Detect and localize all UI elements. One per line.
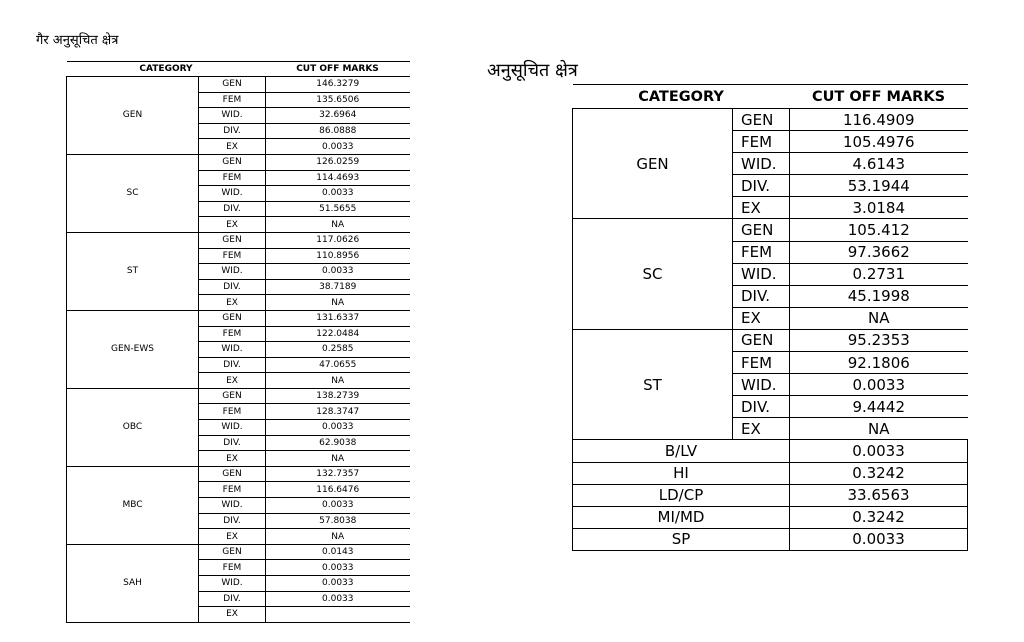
- cutoff-value-cell: 97.3662: [790, 241, 968, 263]
- subcategory-cell: GEN: [199, 310, 266, 326]
- subcategory-cell: FEM: [199, 170, 266, 186]
- cutoff-value-cell: NA: [266, 451, 410, 467]
- cutoff-value-cell: 110.8956: [266, 248, 410, 264]
- cutoff-value-cell: 86.0888: [266, 123, 410, 139]
- category-cell: GEN: [573, 109, 733, 219]
- subcategory-cell: FEM: [733, 241, 790, 263]
- cutoff-value-cell: 131.6337: [266, 310, 410, 326]
- category-cell: MBC: [67, 466, 199, 544]
- subcategory-cell: GEN: [199, 154, 266, 170]
- cutoff-value-cell: NA: [266, 295, 410, 311]
- cutoff-value-cell: 0.0033: [790, 528, 968, 550]
- scheduled-area-table-body: [573, 109, 968, 551]
- subcategory-cell: EX: [199, 607, 266, 623]
- subcategory-cell: EX: [199, 139, 266, 155]
- subcategory-cell: WID.: [199, 576, 266, 592]
- cutoff-value-cell: NA: [266, 373, 410, 389]
- table-row: [67, 154, 410, 170]
- cutoff-value-cell: 138.2739: [266, 388, 410, 404]
- cutoff-value-cell: NA: [266, 529, 410, 545]
- cutoff-value-cell: 126.0259: [266, 154, 410, 170]
- subcategory-cell: FEM: [733, 131, 790, 153]
- cutoff-value-cell: 47.0655: [266, 357, 410, 373]
- cutoff-value-cell: 105.412: [790, 219, 968, 241]
- table-row: [67, 232, 410, 248]
- cutoff-value-cell: 114.4693: [266, 170, 410, 186]
- category-header: CATEGORY: [573, 85, 790, 109]
- cutoff-value-cell: 4.6143: [790, 153, 968, 175]
- disability-category-cell: LD/CP: [573, 484, 790, 506]
- subcategory-cell: WID.: [199, 186, 266, 202]
- cutoff-value-cell: 0.0033: [266, 264, 410, 280]
- subcategory-cell: WID.: [733, 263, 790, 285]
- cutoff-value-cell: 92.1806: [790, 352, 968, 374]
- subcategory-cell: EX: [733, 418, 790, 440]
- table-row: [573, 219, 968, 241]
- subcategory-cell: WID.: [199, 264, 266, 280]
- subcategory-cell: EX: [199, 529, 266, 545]
- subcategory-cell: GEN: [199, 232, 266, 248]
- subcategory-cell: DIV.: [733, 285, 790, 307]
- subcategory-cell: DIV.: [199, 357, 266, 373]
- subcategory-cell: EX: [199, 451, 266, 467]
- subcategory-cell: WID.: [733, 374, 790, 396]
- cutoff-value-cell: 0.0033: [266, 420, 410, 436]
- cutoff-value-cell: 117.0626: [266, 232, 410, 248]
- category-cell: SC: [67, 154, 199, 232]
- cutoff-value-cell: 9.4442: [790, 396, 968, 418]
- cutoff-value-cell: 122.0484: [266, 326, 410, 342]
- category-cell: SC: [573, 219, 733, 329]
- subcategory-cell: FEM: [199, 404, 266, 420]
- disability-category-cell: SP: [573, 528, 790, 550]
- table-row: [67, 77, 410, 93]
- subcategory-cell: FEM: [199, 92, 266, 108]
- table-row: [67, 466, 410, 482]
- cutoff-value-cell: [266, 607, 410, 623]
- subcategory-cell: DIV.: [733, 396, 790, 418]
- cutoff-value-cell: 146.3279: [266, 77, 410, 93]
- subcategory-cell: DIV.: [199, 279, 266, 295]
- subcategory-cell: WID.: [199, 498, 266, 514]
- cutoff-value-cell: 0.2585: [266, 342, 410, 358]
- subcategory-cell: EX: [733, 197, 790, 219]
- subcategory-cell: DIV.: [199, 201, 266, 217]
- subcategory-cell: FEM: [199, 560, 266, 576]
- subcategory-cell: DIV.: [199, 591, 266, 607]
- category-cell: GEN-EWS: [67, 310, 199, 388]
- subcategory-cell: FEM: [199, 482, 266, 498]
- subcategory-cell: EX: [199, 217, 266, 233]
- table-row: [573, 329, 968, 351]
- subcategory-cell: FEM: [733, 352, 790, 374]
- cutoff-value-cell: 0.3242: [790, 506, 968, 528]
- subcategory-cell: GEN: [199, 388, 266, 404]
- cutoff-value-cell: 116.4909: [790, 109, 968, 131]
- table-row: [67, 544, 410, 560]
- category-cell: OBC: [67, 388, 199, 466]
- category-cell: ST: [573, 329, 733, 439]
- cutoff-value-cell: 95.2353: [790, 329, 968, 351]
- subcategory-cell: GEN: [199, 77, 266, 93]
- cutoff-value-cell: 105.4976: [790, 131, 968, 153]
- subcategory-cell: WID.: [199, 342, 266, 358]
- cutoff-marks-header: CUT OFF MARKS: [266, 62, 410, 77]
- table-row: [573, 440, 968, 462]
- cutoff-value-cell: 33.6563: [790, 484, 968, 506]
- cutoff-value-cell: 51.5655: [266, 201, 410, 217]
- subcategory-cell: FEM: [199, 248, 266, 264]
- category-cell: GEN: [67, 77, 199, 155]
- subcategory-cell: GEN: [733, 109, 790, 131]
- cutoff-value-cell: 53.1944: [790, 175, 968, 197]
- cutoff-value-cell: 0.0033: [266, 591, 410, 607]
- subcategory-cell: GEN: [733, 329, 790, 351]
- cutoff-marks-header: CUT OFF MARKS: [790, 85, 968, 109]
- scheduled-area-cutoff-table: [572, 84, 968, 551]
- cutoff-value-cell: 128.3747: [266, 404, 410, 420]
- cutoff-value-cell: NA: [266, 217, 410, 233]
- disability-category-cell: HI: [573, 462, 790, 484]
- scheduled-area-heading: अनुसूचित क्षेत्र: [487, 60, 578, 81]
- subcategory-cell: WID.: [733, 153, 790, 175]
- category-header: CATEGORY: [67, 62, 266, 77]
- subcategory-cell: DIV.: [199, 513, 266, 529]
- non-scheduled-area-heading: गैर अनुसूचित क्षेत्र: [36, 33, 119, 48]
- subcategory-cell: EX: [199, 295, 266, 311]
- table-row: [573, 109, 968, 131]
- cutoff-value-cell: 0.3242: [790, 462, 968, 484]
- table-row: [573, 462, 968, 484]
- cutoff-value-cell: 135.6506: [266, 92, 410, 108]
- cutoff-value-cell: 0.0143: [266, 544, 410, 560]
- subcategory-cell: DIV.: [733, 175, 790, 197]
- cutoff-value-cell: 0.0033: [266, 186, 410, 202]
- subcategory-cell: DIV.: [199, 123, 266, 139]
- cutoff-value-cell: 45.1998: [790, 285, 968, 307]
- table-header-row: [67, 62, 410, 77]
- table-header-row: [573, 85, 968, 109]
- cutoff-value-cell: NA: [790, 418, 968, 440]
- non-scheduled-area-cutoff-table: [66, 61, 410, 623]
- subcategory-cell: EX: [733, 307, 790, 329]
- table-row: [67, 388, 410, 404]
- non-scheduled-area-table-body: [67, 77, 410, 623]
- table-row: [67, 310, 410, 326]
- subcategory-cell: GEN: [733, 219, 790, 241]
- cutoff-value-cell: 0.0033: [266, 560, 410, 576]
- disability-category-cell: B/LV: [573, 440, 790, 462]
- cutoff-value-cell: 132.7357: [266, 466, 410, 482]
- table-row: [573, 484, 968, 506]
- cutoff-value-cell: 0.0033: [266, 498, 410, 514]
- cutoff-value-cell: 0.2731: [790, 263, 968, 285]
- cutoff-value-cell: 116.6476: [266, 482, 410, 498]
- subcategory-cell: GEN: [199, 466, 266, 482]
- subcategory-cell: FEM: [199, 326, 266, 342]
- subcategory-cell: WID.: [199, 420, 266, 436]
- subcategory-cell: WID.: [199, 108, 266, 124]
- cutoff-value-cell: 0.0033: [790, 374, 968, 396]
- cutoff-value-cell: 0.0033: [266, 139, 410, 155]
- subcategory-cell: EX: [199, 373, 266, 389]
- cutoff-value-cell: NA: [790, 307, 968, 329]
- cutoff-value-cell: 62.9038: [266, 435, 410, 451]
- cutoff-value-cell: 38.7189: [266, 279, 410, 295]
- subcategory-cell: GEN: [199, 544, 266, 560]
- disability-category-cell: MI/MD: [573, 506, 790, 528]
- subcategory-cell: DIV.: [199, 435, 266, 451]
- table-row: [573, 528, 968, 550]
- cutoff-value-cell: 57.8038: [266, 513, 410, 529]
- table-row: [573, 506, 968, 528]
- cutoff-value-cell: 3.0184: [790, 197, 968, 219]
- category-cell: SAH: [67, 544, 199, 622]
- cutoff-value-cell: 0.0033: [790, 440, 968, 462]
- category-cell: ST: [67, 232, 199, 310]
- cutoff-value-cell: 32.6964: [266, 108, 410, 124]
- cutoff-value-cell: 0.0033: [266, 576, 410, 592]
